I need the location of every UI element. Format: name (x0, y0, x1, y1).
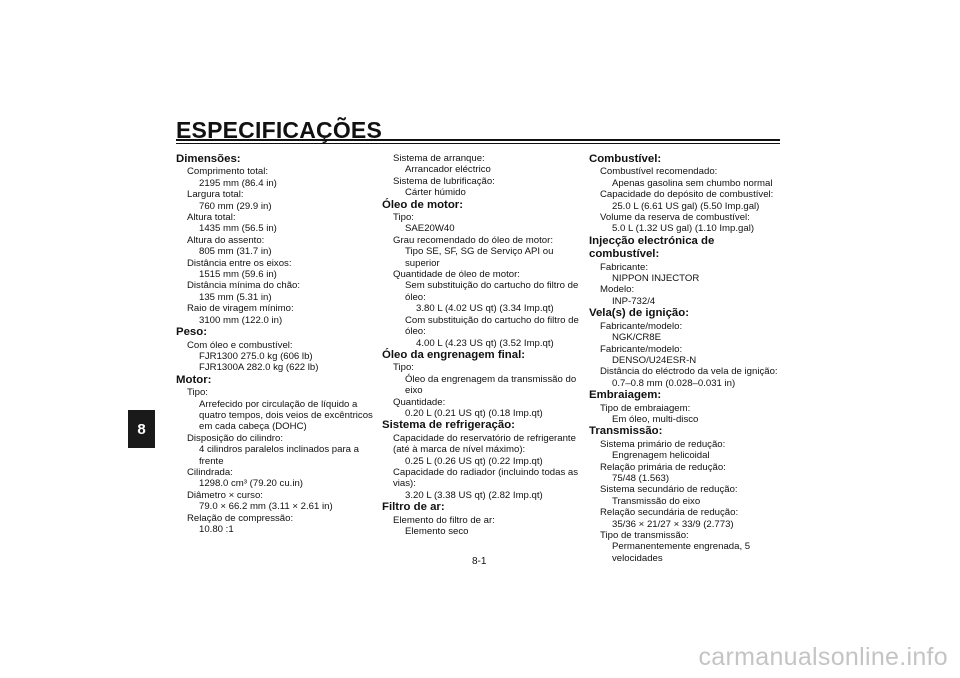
spec-value: 25.0 L (6.61 US gal) (5.50 Imp.gal) (612, 200, 760, 212)
spec-value: 3100 mm (122.0 in) (199, 314, 283, 326)
spec-value: 135 mm (5.31 in) (199, 291, 272, 303)
spec-value: FJR1300 275.0 kg (606 lb) (199, 350, 313, 362)
spec-value: velocidades (612, 552, 663, 564)
chapter-number: 8 (137, 420, 146, 438)
spec-label: Raio de viragem mínimo: (187, 303, 294, 315)
spec-value: Elemento seco (405, 526, 469, 537)
spec-value: SAE20W40 (405, 223, 455, 235)
section-heading: Sistema de refrigeração: (382, 419, 515, 432)
section-heading: Óleo da engrenagem final: (382, 348, 526, 361)
spec-label: Elemento do filtro de ar: (393, 514, 495, 526)
spec-label: Capacidade do radiador (incluindo todas as (393, 466, 579, 478)
spec-label: Cilindrada: (187, 466, 233, 478)
spec-value: INP-732/4 (612, 295, 656, 307)
spec-value: Tipo SE, SF, SG de Serviço API ou (405, 246, 554, 258)
spec-value: Arrancador eléctrico (405, 164, 491, 176)
watermark: carmanualsonline.info (698, 643, 948, 671)
spec-column-3 (589, 153, 779, 564)
spec-column-1 (176, 153, 376, 535)
spec-label: Sistema secundário de redução: (600, 484, 738, 496)
spec-value: Em óleo, multi-disco (612, 413, 699, 425)
spec-label: Volume da reserva de combustível: (600, 212, 750, 224)
page-title: ESPECIFICAÇÕES (176, 117, 383, 143)
spec-value: Arrefecido por circulação de líquido a (199, 398, 358, 410)
spec-label: Capacidade do reservatório de refrigerante (393, 432, 576, 444)
spec-label: Fabricante: (600, 261, 648, 273)
spec-value: quatro tempos, dois veios de excêntricos (199, 409, 373, 421)
spec-label: Grau recomendado do óleo de motor: (393, 234, 553, 246)
spec-label: Distância mínima do chão: (187, 280, 301, 292)
spec-label: Modelo: (600, 284, 635, 296)
spec-value: 805 mm (31.7 in) (199, 246, 272, 258)
spec-label: Sistema de arranque: (393, 153, 485, 164)
spec-label: Distância do eléctrodo da vela de ignição: (600, 366, 778, 378)
title-rule (176, 139, 780, 141)
section-heading: Vela(s) de ignição: (589, 307, 690, 320)
spec-value: 760 mm (29.9 in) (199, 200, 272, 212)
spec-value: 35/36 × 21/27 × 33/9 (2.773) (612, 518, 734, 530)
spec-value: eixo (405, 385, 423, 397)
spec-label: Com óleo e combustível: (187, 339, 293, 351)
spec-label: (até à marca de nível máximo): (393, 444, 526, 456)
section-heading: Motor: (176, 373, 212, 386)
spec-label: Relação de compressão: (187, 512, 294, 524)
spec-value: DENSO/U24ESR-N (612, 354, 697, 366)
spec-label: Fabricante/modelo: (600, 320, 683, 332)
section-heading: Óleo de motor: (382, 198, 464, 211)
spec-label: Disposição do cilindro: (187, 432, 283, 444)
spec-label: Combustível recomendado: (600, 166, 718, 178)
spec-label: Quantidade: (393, 396, 446, 408)
spec-label: Sistema de lubrificação: (393, 175, 495, 187)
spec-value: Sem substituição do cartucho do filtro de (405, 280, 579, 292)
spec-label: Relação secundária de redução: (600, 507, 739, 519)
spec-value: frente (199, 455, 224, 467)
spec-value: 10.80 :1 (199, 524, 234, 535)
section-heading: Peso: (176, 326, 208, 339)
section-heading: Dimensões: (176, 153, 241, 165)
spec-value: 4.00 L (4.23 US qt) (3.52 Imp.qt) (416, 337, 554, 349)
spec-label: Largura total: (187, 189, 244, 201)
spec-label: vias): (393, 478, 416, 490)
spec-column-2 (382, 153, 582, 537)
spec-value: 1515 mm (59.6 in) (199, 269, 277, 281)
spec-label: Distância entre os eixos: (187, 257, 292, 269)
spec-label: Tipo de transmissão: (600, 530, 689, 541)
spec-value: Permanentemente engrenada, 5 (612, 541, 751, 553)
spec-value: Apenas gasolina sem chumbo normal (612, 177, 773, 189)
spec-value: superior (405, 257, 440, 269)
spec-value: Engrenagem helicoidal (612, 450, 710, 462)
section-heading: Combustível: (589, 153, 662, 165)
spec-label: Tipo: (393, 212, 414, 224)
spec-value: 0.7–0.8 mm (0.028–0.031 in) (612, 377, 736, 389)
spec-value: Cárter húmido (405, 187, 466, 199)
spec-value: 1435 mm (56.5 in) (199, 223, 277, 235)
spec-value: Transmissão do eixo (612, 495, 701, 507)
spec-value: NGK/CR8E (612, 332, 662, 344)
spec-value: 1298.0 cm³ (79.20 cu.in) (199, 478, 303, 490)
spec-value: 79.0 × 66.2 mm (3.11 × 2.61 in) (199, 501, 333, 513)
spec-value: em cada cabeça (DOHC) (199, 421, 307, 433)
spec-value: Com substituição do cartucho do filtro de (405, 314, 579, 326)
section-heading: Embraiagem: (589, 389, 662, 402)
spec-value: FJR1300A 282.0 kg (622 lb) (199, 362, 319, 374)
spec-label: Relação primária de redução: (600, 461, 726, 473)
spec-label: Altura total: (187, 212, 236, 224)
spec-label: Diâmetro × curso: (187, 489, 263, 501)
spec-label: Fabricante/modelo: (600, 343, 683, 355)
spec-value: 2195 mm (86.4 in) (199, 177, 277, 189)
spec-label: Capacidade do depósito de combustível: (600, 189, 774, 201)
spec-value: óleo: (405, 326, 426, 338)
spec-value: Óleo da engrenagem da transmissão do (405, 373, 577, 385)
spec-value: 5.0 L (1.32 US gal) (1.10 Imp.gal) (612, 223, 755, 235)
section-heading: Injecção electrónica de combustível: (589, 234, 715, 261)
section-heading: Transmissão: (589, 425, 663, 438)
spec-label: Tipo de embraiagem: (600, 402, 691, 414)
spec-label: Quantidade de óleo de motor: (393, 269, 520, 281)
spec-value: 75/48 (1.563) (612, 472, 670, 484)
spec-value: 0.25 L (0.26 US qt) (0.22 Imp.qt) (405, 455, 543, 467)
spec-label: Tipo: (393, 362, 414, 374)
spec-value: 4 cilindros paralelos inclinados para a (199, 444, 359, 456)
chapter-tab (128, 410, 155, 448)
section-heading: Filtro de ar: (382, 501, 445, 514)
spec-label: Comprimento total: (187, 166, 269, 178)
spec-label: Tipo: (187, 387, 208, 399)
spec-value: NIPPON INJECTOR (612, 273, 700, 285)
spec-value: óleo: (405, 291, 426, 303)
spec-value: 0.20 L (0.21 US qt) (0.18 Imp.qt) (405, 407, 543, 419)
spec-label: Sistema primário de redução: (600, 438, 726, 450)
spec-label: Altura do assento: (187, 234, 265, 246)
page-number: 8-1 (472, 556, 487, 567)
title-rule-thin (176, 143, 780, 144)
spec-value: 3.80 L (4.02 US qt) (3.34 Imp.qt) (416, 303, 554, 315)
spec-value: 3.20 L (3.38 US qt) (2.82 Imp.qt) (405, 489, 543, 501)
